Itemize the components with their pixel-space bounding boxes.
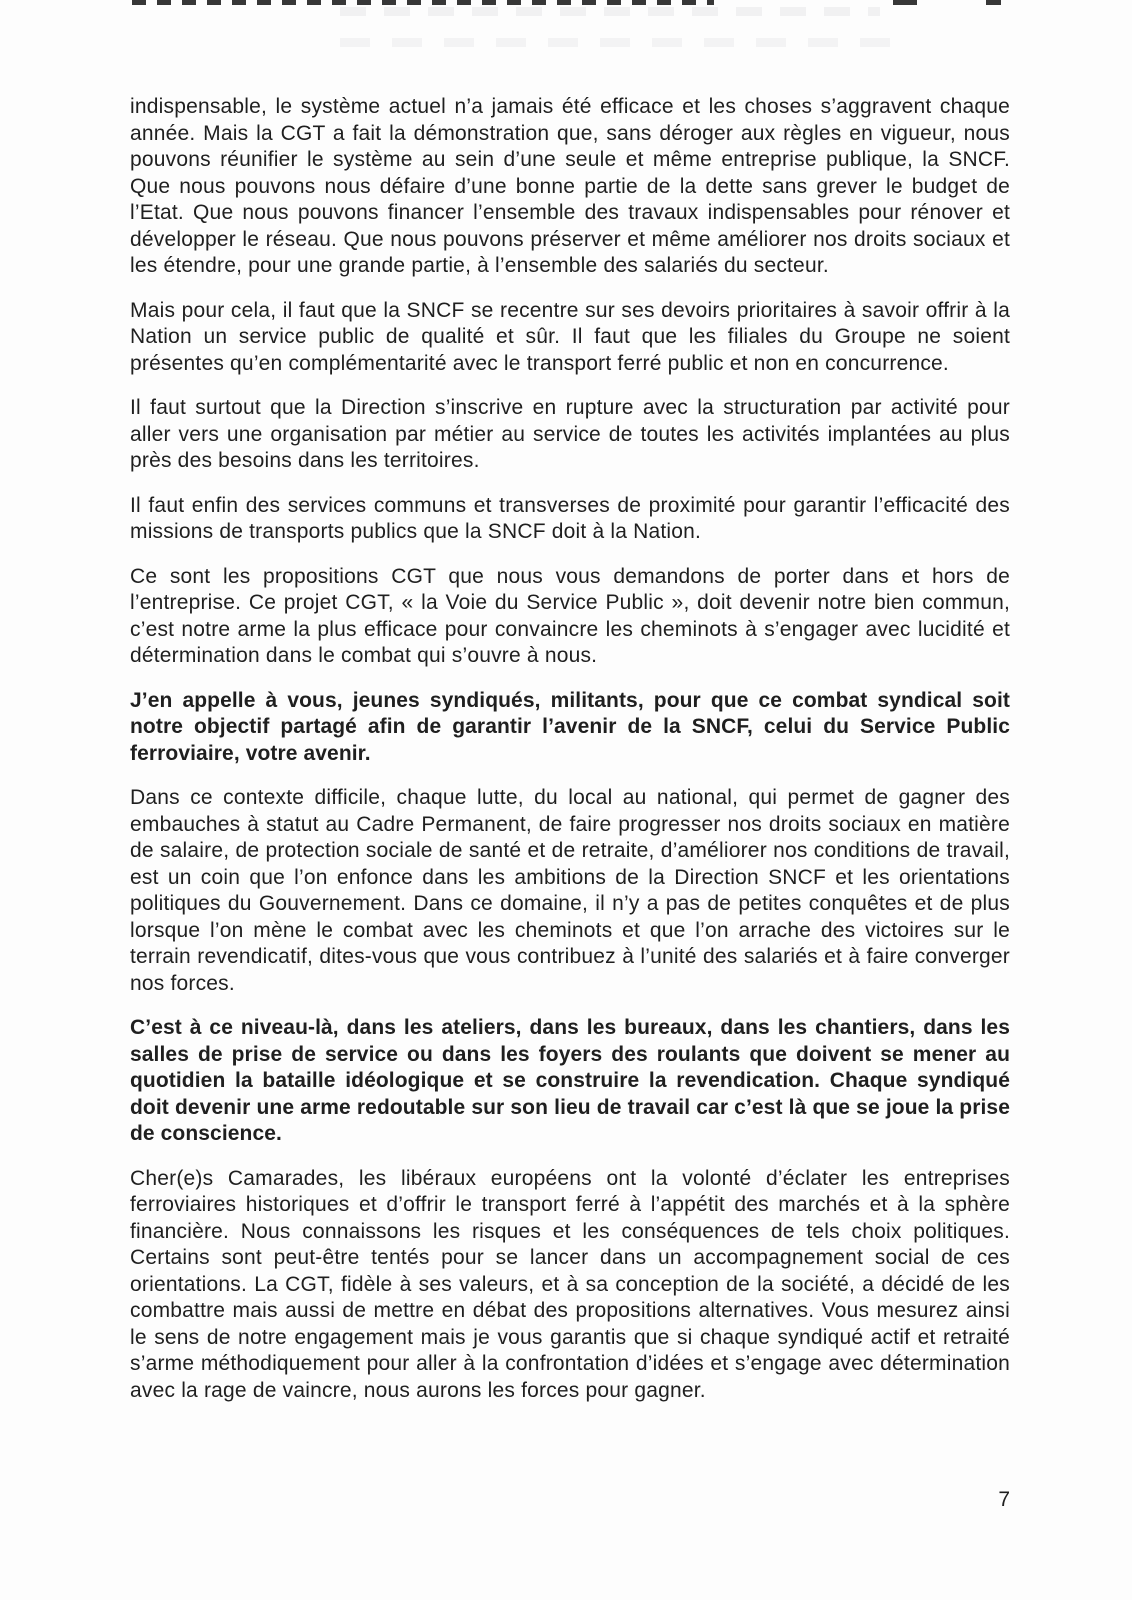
scan-artifact-dash	[986, 0, 1001, 5]
scan-bleed-through	[340, 7, 880, 16]
document-body	[130, 94, 1010, 1422]
paragraph-5: Ce sont les propositions CGT que nous vous demandons de porter dans et hors de l’entreprise. Ce projet CGT, « la Voie du Service Public », doit devenir notre bien commun, c’est notre arme la plus efficace pour convaincre les cheminots à s’engager avec lucidité et détermination dans le combat qui s’ouvre à nous.	[130, 564, 1010, 667]
paragraph-6-bold-appeal: J’en appelle à vous, jeunes syndiqués, militants, pour que ce combat syndical soit notre objectif partagé afin de garantir l’avenir de la SNCF, celui du Service Public ferroviaire, votre avenir.	[130, 688, 1010, 765]
scan-bleed-through	[340, 38, 900, 47]
paragraph-2: Mais pour cela, il faut que la SNCF se recentre sur ses devoirs prioritaires à savoir offrir à la Nation un service public de qualité et sûr. Il faut que les filiales du Groupe ne soient présentes qu’en complémentarité avec le transport ferré public et non en concurrence.	[130, 298, 1010, 375]
paragraph-3: Il faut surtout que la Direction s’inscrive en rupture avec la structuration par activité pour aller vers une organisation par métier au service de toutes les activités implantées au plus près des besoins dans les territoires.	[130, 396, 1010, 472]
page-number: 7	[998, 1488, 1010, 1511]
paragraph-8-bold-battle: C’est à ce niveau-là, dans les ateliers, dans les bureaux, dans les chantiers, dans les salles de prise de service ou dans les foyers des roulants que doivent se mener au quotidien la bataille idéologique et se construire la revendication. Chaque syndiqué doit devenir une arme redoutable sur son lieu de travail car c’est là que se joue la prise de conscience.	[130, 1016, 1010, 1145]
scan-artifact-top-dashes	[132, 0, 714, 5]
scan-artifact-dash	[893, 0, 917, 5]
paragraph-4: Il faut enfin des services communs et transverses de proximité pour garantir l’efficacité des missions de transports publics que la SNCF doit à la Nation.	[130, 493, 1010, 543]
paragraph-9: Cher(e)s Camarades, les libéraux européens ont la volonté d’éclater les entreprises ferroviaires historiques et d’offrir le transport ferré à l’appétit des marchés et à la sphère financière. Nous connaissons les risques et les conséquences de tels choix politiques. Certains sont peut-être tentés pour se lancer dans un accompagnement social de ces orientations. La CGT, fidèle à ses valeurs, et à sa conception de la société, a décidé de les combattre mais aussi de mettre en débat des propositions alternatives. Vous mesurez ainsi le sens de notre engagement mais je vous garantis que si chaque syndiqué actif et retraité s’arme méthodiquement pour aller à la confrontation d’idées et s’engage avec détermination avec la rage de vaincre, nous aurons les forces pour gagner.	[130, 1166, 1010, 1402]
paragraph-7: Dans ce contexte difficile, chaque lutte, du local au national, qui permet de gagner des embauches à statut au Cadre Permanent, de faire progresser nos droits sociaux en matière de salaire, de protection sociale de santé et de retraite, d’améliorer nos conditions de travail, est un coin que l’on enfonce dans les ambitions de la Direction SNCF et les orientations politiques du Gouvernement. Dans ce domaine, il n’y a pas de petites conquêtes et de plus lorsque l’on mène le combat avec les cheminots et que l’on arrache des victoires sur le terrain revendicatif, dites-vous que vous contribuez à l’unité des salariés et à faire converger nos forces.	[130, 786, 1010, 995]
paragraph-1: indispensable, le système actuel n’a jamais été efficace et les choses s’aggravent chaque année. Mais la CGT a fait la démonstration que, sans déroger aux règles en vigueur, nous pouvons réunifier le système au sein d’une seule et même entreprise publique, la SNCF. Que nous pouvons nous défaire d’une bonne partie de la dette sans grever le budget de l’Etat. Que nous pouvons financer l’ensemble des travaux indispensables pour rénover et développer le réseau. Que nous pouvons préserver et même améliorer nos droits sociaux et les étendre, pour une grande partie, à l’ensemble des salariés du secteur.	[130, 95, 1010, 277]
